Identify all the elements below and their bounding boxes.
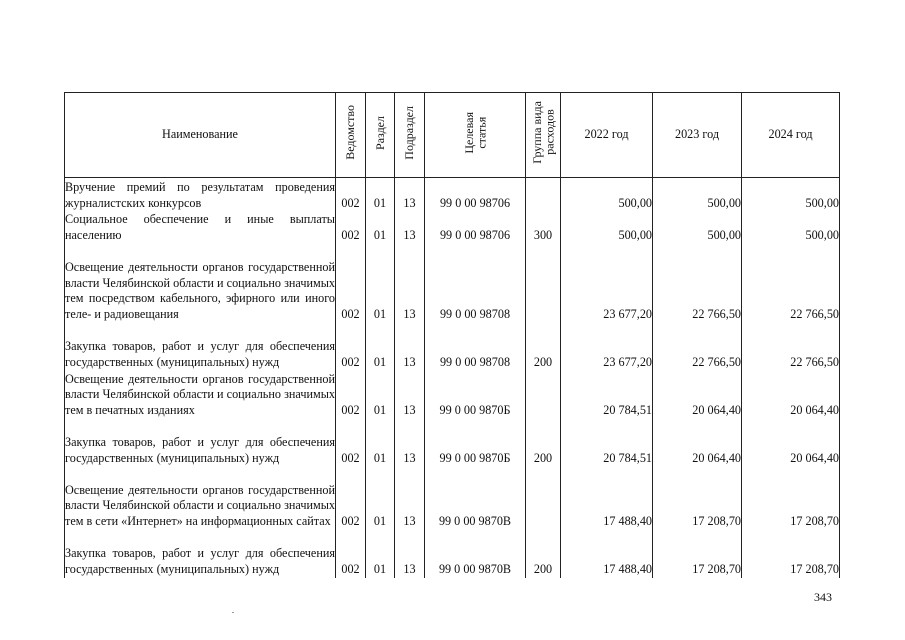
row-name: Социальное обеспечение и иные выплаты населению [65, 212, 335, 242]
row-2022: 20 784,51 [561, 371, 653, 419]
row-2022: 17 488,40 [561, 530, 653, 578]
row-target-article: 99 0 00 9870В [425, 467, 526, 530]
row-2022: 23 677,20 [561, 323, 653, 371]
row-2023: 17 208,70 [653, 467, 742, 530]
header-name: Наименование [65, 93, 336, 178]
row-2023: 22 766,50 [653, 244, 742, 323]
row-razdel: 01 [366, 212, 395, 244]
row-razdel: 01 [366, 467, 395, 530]
row-podrazdel: 13 [395, 467, 425, 530]
header-2023: 2023 год [653, 93, 742, 178]
row-target-article: 99 0 00 98706 [425, 212, 526, 244]
row-vedomstvo: 002 [336, 467, 366, 530]
row-podrazdel: 13 [395, 530, 425, 578]
row-2022: 20 784,51 [561, 419, 653, 467]
row-target-article: 99 0 00 98708 [425, 323, 526, 371]
header-expense-group: Группа вида расходов [526, 93, 561, 178]
row-razdel: 01 [366, 244, 395, 323]
row-razdel: 01 [366, 530, 395, 578]
table-row [65, 371, 840, 419]
row-name: Освещение деятельности органов государственной власти Челябинской области и социально значимых тем посредством кабельного, эфирного или иного теле- и радиовещания [65, 244, 336, 323]
row-podrazdel: 13 [395, 178, 425, 212]
row-podrazdel: 13 [395, 212, 425, 244]
row-name: Освещение деятельности органов государственной власти Челябинской области и социально значимых тем в сети «Интернет» на информационных сайтах [65, 467, 336, 530]
row-vedomstvo: 002 [336, 530, 366, 578]
row-2023: 20 064,40 [653, 419, 742, 467]
row-expense-group: 200 [526, 530, 561, 578]
row-razdel: 01 [366, 323, 395, 371]
row-2024: 22 766,50 [742, 323, 840, 371]
row-2023: 17 208,70 [653, 530, 742, 578]
row-2024: 500,00 [742, 178, 840, 212]
row-podrazdel: 13 [395, 323, 425, 371]
table-row [65, 419, 840, 467]
row-expense-group: 200 [526, 419, 561, 467]
row-expense-group: 200 [526, 323, 561, 371]
row-vedomstvo: 002 [336, 371, 366, 419]
row-razdel: 01 [366, 419, 395, 467]
row-2024: 17 208,70 [742, 467, 840, 530]
row-2024: 20 064,40 [742, 419, 840, 467]
row-name: Закупка товаров, работ и услуг для обеспечения государственных (муниципальных) нужд [65, 530, 336, 578]
row-target-article: 99 0 00 98708 [425, 244, 526, 323]
row-expense-group [526, 371, 561, 419]
row-vedomstvo: 002 [336, 244, 366, 323]
row-podrazdel: 13 [395, 419, 425, 467]
table-header-row [65, 93, 840, 178]
row-target-article: 99 0 00 9870Б [425, 419, 526, 467]
budget-table [64, 92, 840, 578]
row-2022: 23 677,20 [561, 244, 653, 323]
row-vedomstvo: 002 [336, 419, 366, 467]
table-row [65, 178, 840, 212]
row-2023: 20 064,40 [653, 371, 742, 419]
page-number: 343 [814, 590, 832, 604]
row-razdel: 01 [366, 371, 395, 419]
table-row [65, 323, 840, 371]
row-name: Закупка товаров, работ и услуг для обеспечения государственных (муниципальных) нужд [65, 323, 336, 371]
header-2024: 2024 год [742, 93, 840, 178]
table-row [65, 244, 840, 323]
table-row [65, 467, 840, 530]
header-2022: 2022 год [561, 93, 653, 178]
table-row [65, 530, 840, 578]
scan-speck [232, 612, 234, 613]
header-vedomstvo: Ведомство [336, 93, 366, 178]
row-2024: 500,00 [742, 212, 840, 244]
row-expense-group: 300 [526, 212, 561, 244]
row-podrazdel: 13 [395, 371, 425, 419]
row-vedomstvo: 002 [336, 212, 366, 244]
row-vedomstvo: 002 [336, 323, 366, 371]
row-expense-group [526, 178, 561, 212]
header-razdel: Раздел [366, 93, 395, 178]
row-2023: 500,00 [653, 178, 742, 212]
row-2024: 20 064,40 [742, 371, 840, 419]
row-target-article: 99 0 00 9870Б [425, 371, 526, 419]
row-2024: 17 208,70 [742, 530, 840, 578]
row-2024: 22 766,50 [742, 244, 840, 323]
row-target-article: 99 0 00 9870В [425, 530, 526, 578]
table-row [65, 212, 840, 244]
row-2023: 500,00 [653, 212, 742, 244]
row-name: Освещение деятельности органов государственной власти Челябинской области и социально значимых тем в печатных изданиях [65, 371, 335, 417]
row-expense-group [526, 244, 561, 323]
row-name: Закупка товаров, работ и услуг для обеспечения государственных (муниципальных) нужд [65, 419, 336, 467]
row-2022: 500,00 [561, 178, 653, 212]
row-2022: 17 488,40 [561, 467, 653, 530]
header-podrazdel: Подраздел [395, 93, 425, 178]
row-2023: 22 766,50 [653, 323, 742, 371]
row-vedomstvo: 002 [336, 178, 366, 212]
row-expense-group [526, 467, 561, 530]
header-target-article: Целевая статья [425, 93, 526, 178]
row-podrazdel: 13 [395, 244, 425, 323]
row-name: Вручение премий по результатам проведения журналистских конкурсов [65, 178, 336, 212]
row-target-article: 99 0 00 98706 [425, 178, 526, 212]
row-2022: 500,00 [561, 212, 653, 244]
row-razdel: 01 [366, 178, 395, 212]
